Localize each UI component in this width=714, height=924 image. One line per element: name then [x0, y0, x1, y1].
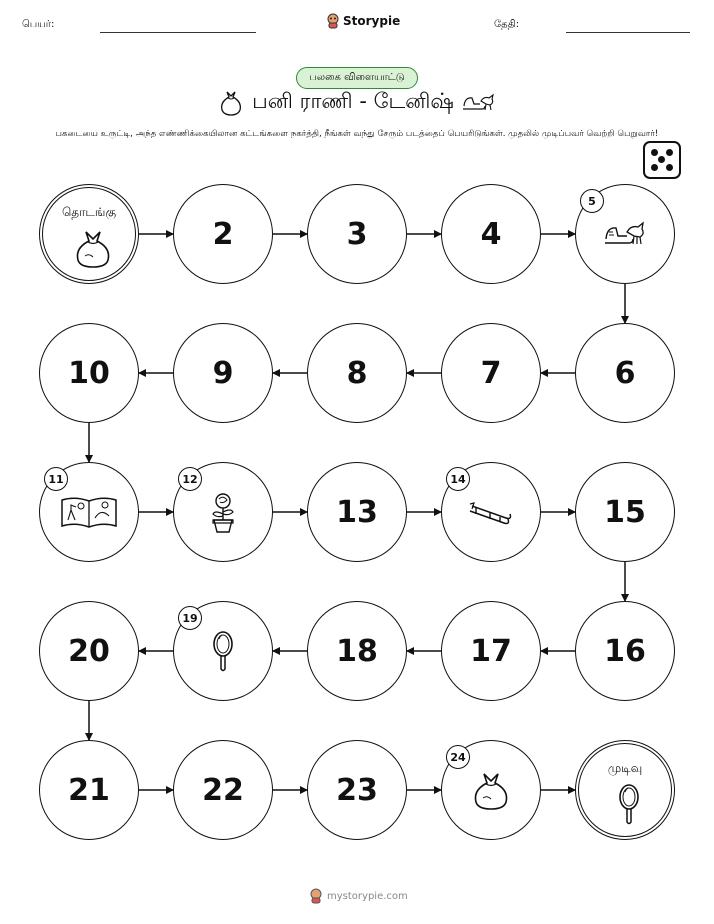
space-number-badge: 5	[580, 189, 604, 213]
money-bag-icon	[469, 768, 513, 812]
sleigh-with-horses-icon	[603, 212, 647, 256]
rose-in-pot-icon	[201, 490, 245, 534]
footer	[309, 888, 408, 904]
board-space-12[interactable]	[173, 462, 273, 562]
sled-icon	[466, 490, 516, 534]
game-type-badge: பலகை விளையாட்டு	[296, 67, 418, 89]
board-space-8[interactable]	[307, 323, 407, 423]
space-number: 18	[336, 633, 378, 669]
start-label: தொடங்கு	[61, 205, 117, 219]
footer-url: mystorypie.com	[327, 890, 408, 902]
board-space-6[interactable]	[575, 323, 675, 423]
board-space-7[interactable]	[441, 323, 541, 423]
start-space[interactable]	[39, 184, 139, 284]
space-number: 2	[212, 216, 234, 252]
space-number: 15	[604, 494, 646, 530]
space-number-badge: 11	[44, 467, 68, 491]
board-space-2[interactable]	[173, 184, 273, 284]
name-label: பெயர்:	[22, 19, 55, 30]
board-space-9[interactable]	[173, 323, 273, 423]
storypie-mascot-icon	[309, 888, 323, 904]
board-space-17[interactable]	[441, 601, 541, 701]
space-number-badge: 19	[178, 606, 202, 630]
hand-mirror-icon	[607, 782, 651, 826]
board-space-5[interactable]	[575, 184, 675, 284]
space-number-badge: 14	[446, 467, 470, 491]
board-space-20[interactable]	[39, 601, 139, 701]
page-title: பனி ராணி - டேனிஷ்	[252, 88, 454, 113]
space-number: 9	[212, 355, 234, 391]
space-number: 4	[480, 216, 502, 252]
board-space-22[interactable]	[173, 740, 273, 840]
board-space-21[interactable]	[39, 740, 139, 840]
board-space-4[interactable]	[441, 184, 541, 284]
space-number: 13	[336, 494, 378, 530]
finish-label: முடிவு	[607, 761, 643, 775]
board-space-11[interactable]	[39, 462, 139, 562]
space-number: 16	[604, 633, 646, 669]
space-number-badge: 24	[446, 745, 470, 769]
board-space-15[interactable]	[575, 462, 675, 562]
board-space-18[interactable]	[307, 601, 407, 701]
space-number: 20	[68, 633, 110, 669]
brand-name: Storypie	[343, 14, 401, 28]
space-number: 21	[68, 772, 110, 808]
money-bag-icon	[71, 226, 115, 270]
board-space-3[interactable]	[307, 184, 407, 284]
space-number: 8	[346, 355, 368, 391]
board-space-10[interactable]	[39, 323, 139, 423]
space-number: 17	[470, 633, 512, 669]
date-label: தேதி:	[494, 19, 520, 30]
finish-space[interactable]	[575, 740, 675, 840]
space-number: 23	[336, 772, 378, 808]
space-number: 22	[202, 772, 244, 808]
board-space-14[interactable]	[441, 462, 541, 562]
instructions: பகடையை உருட்டி, அந்த எண்ணிக்கையிலான கட்டங்களை நகர்த்தி, நீங்கள் வந்து சேரும் படத்தைப் பெயரிடுங்கள். முதலில் முடிப்பவர் வெற்றி பெறுவார்!	[55, 129, 659, 139]
board-space-19[interactable]	[173, 601, 273, 701]
board-space-13[interactable]	[307, 462, 407, 562]
hand-mirror-icon	[201, 629, 245, 673]
space-number-badge: 12	[178, 467, 202, 491]
board-space-24[interactable]	[441, 740, 541, 840]
board-space-23[interactable]	[307, 740, 407, 840]
space-number: 7	[480, 355, 502, 391]
space-number: 6	[614, 355, 636, 391]
space-number: 10	[68, 355, 110, 391]
space-number: 3	[346, 216, 368, 252]
picture-book-icon	[59, 490, 119, 534]
board-space-16[interactable]	[575, 601, 675, 701]
